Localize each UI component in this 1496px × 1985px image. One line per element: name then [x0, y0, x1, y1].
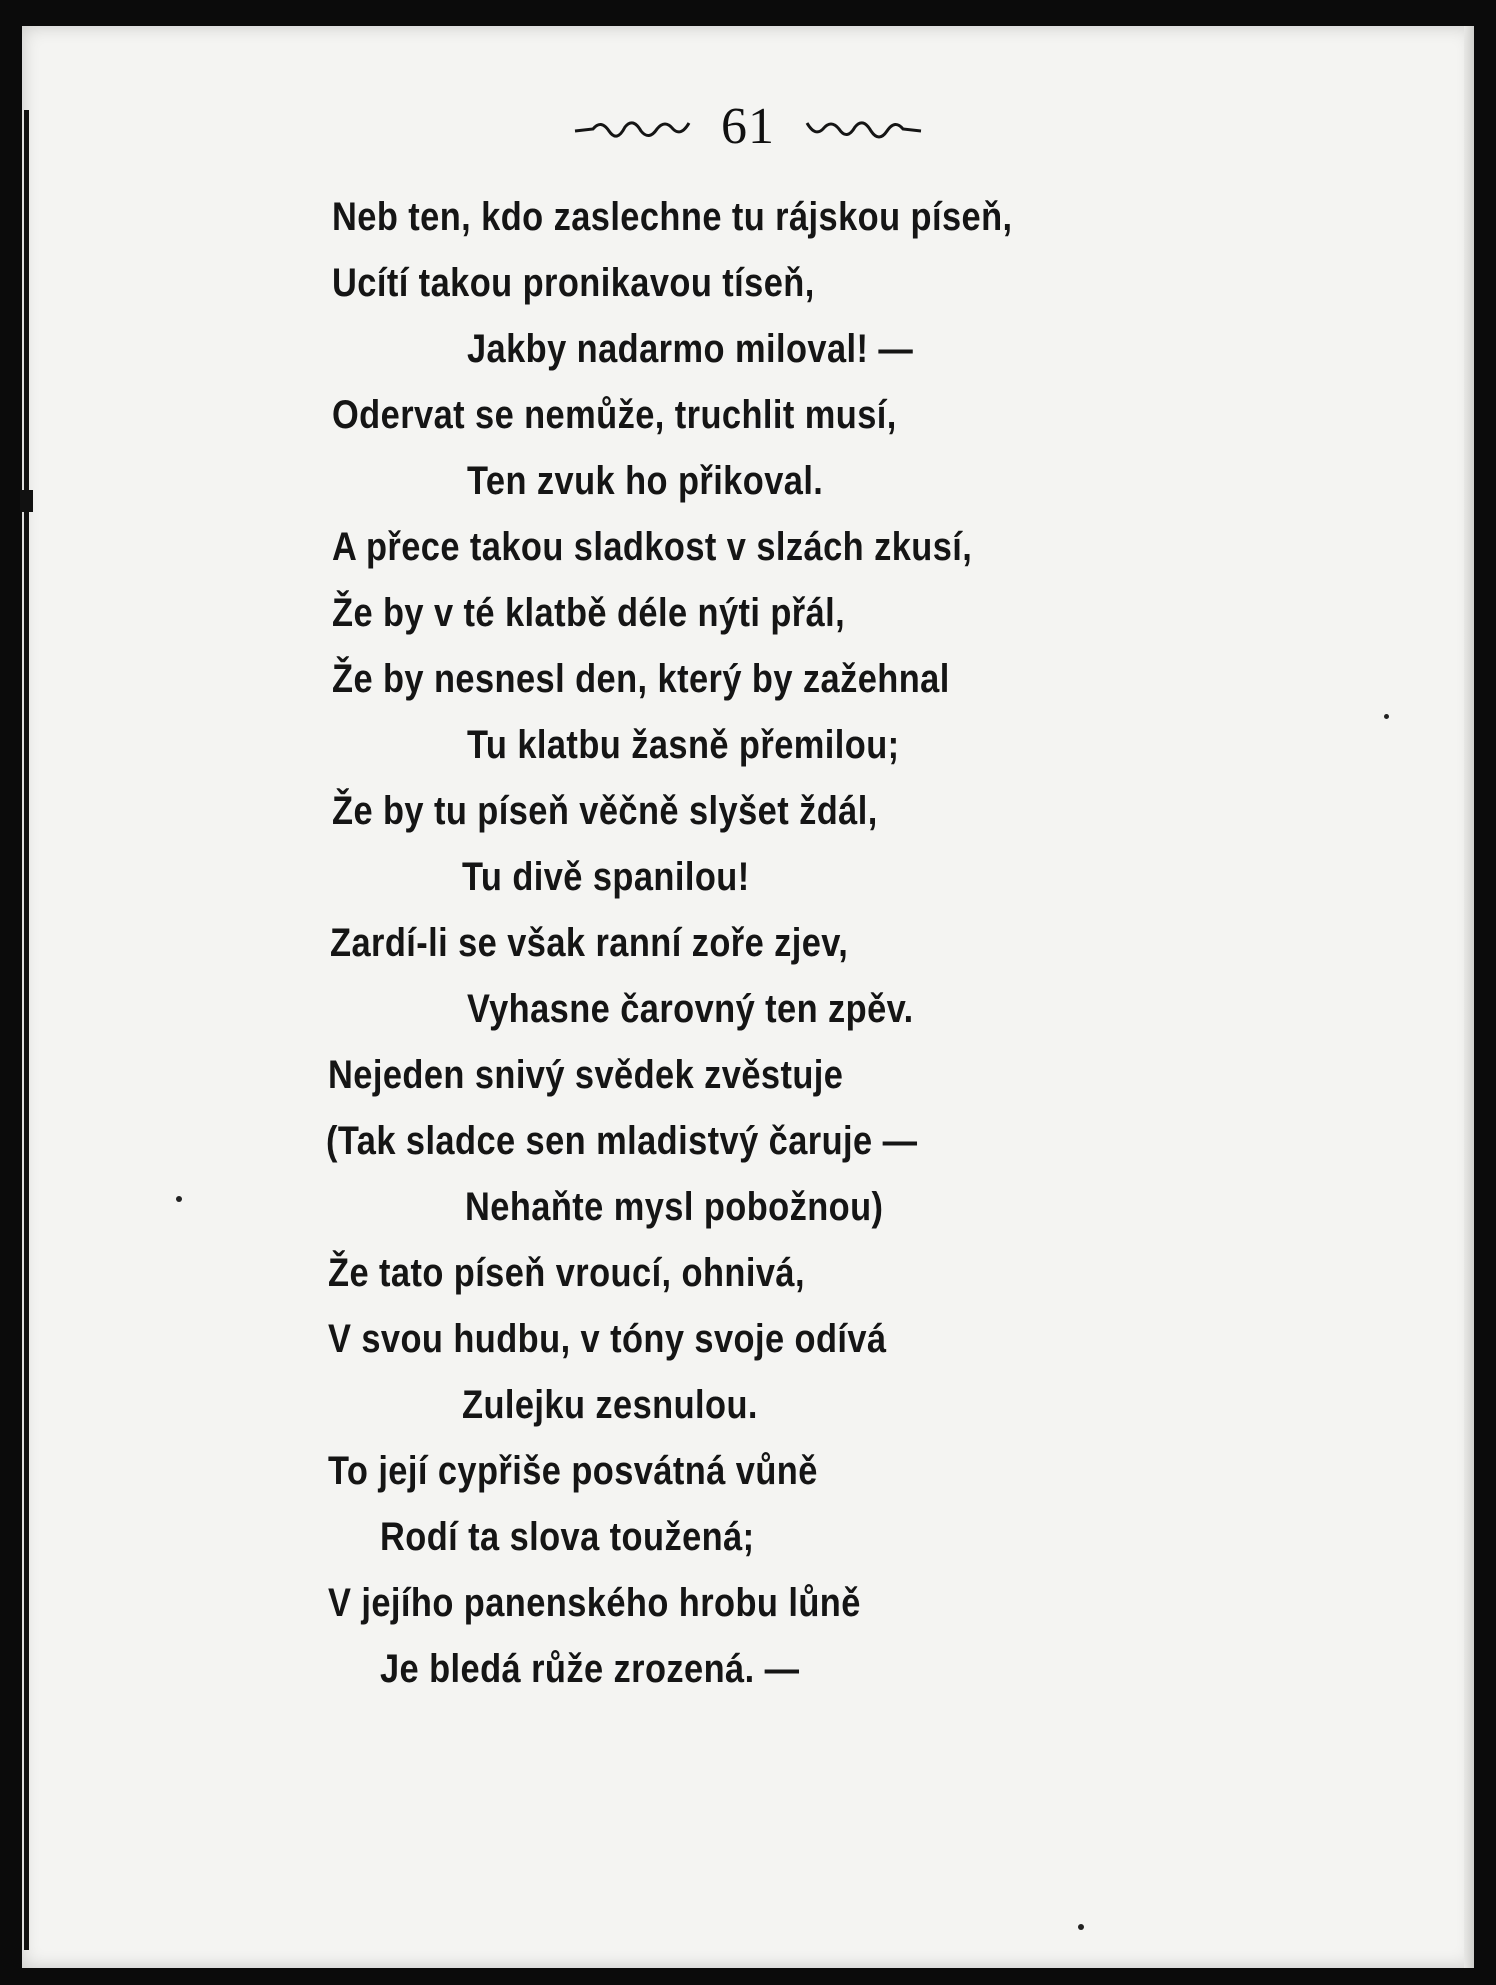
poem-line: Ucítí takou pronikavou tíseň, [332, 261, 815, 305]
poem-line: (Tak sladce sen mladistvý čaruje — [326, 1119, 918, 1163]
poem-line: Tu divě spanilou! [462, 855, 750, 899]
poem-line: Jakby nadarmo miloval! — [467, 327, 914, 371]
poem-line: A přece takou sladkost v slzách zkusí, [332, 525, 973, 569]
poem-line: Ten zvuk ho přikoval. [467, 459, 824, 503]
poem-line: V svou hudbu, v tóny svoje odívá [328, 1317, 887, 1361]
poem-line: Že by tu píseň věčně slyšet ždál, [332, 789, 878, 833]
page-number: 61 [721, 97, 775, 155]
poem-line: Vyhasne čarovný ten zpěv. [467, 987, 914, 1031]
poem-line: Neb ten, kdo zaslechne tu rájskou píseň, [332, 195, 1013, 239]
poem-line: To její cypřiše posvátná vůně [328, 1449, 818, 1493]
poem-line: Rodí ta slova toužená; [380, 1515, 755, 1559]
poem-line: V jejího panenského hrobu lůně [328, 1581, 861, 1625]
poem-line: Tu klatbu žasně přemilou; [467, 723, 900, 767]
poem-line: Odervat se nemůže, truchlit musí, [332, 393, 897, 437]
poem-line: Že tato píseň vroucí, ohnivá, [328, 1251, 805, 1295]
poem-line: Zulejku zesnulou. [462, 1383, 758, 1427]
paper-speck [1078, 1924, 1084, 1930]
paper-speck [1384, 714, 1389, 719]
paper-speck [176, 1196, 182, 1202]
poem-line: Že by nesnesl den, který by zažehnal [332, 657, 950, 701]
poem-line: Že by v té klatbě déle nýti přál, [332, 591, 846, 635]
poem-line: Je bledá růže zrozená. — [380, 1647, 800, 1691]
poem-line: Nejeden snivý svědek zvěstuje [328, 1053, 844, 1097]
poem-line: Zardí-li se však ranní zoře zjev, [330, 921, 849, 965]
poem-line: Nehaňte mysl pobožnou) [465, 1185, 884, 1229]
